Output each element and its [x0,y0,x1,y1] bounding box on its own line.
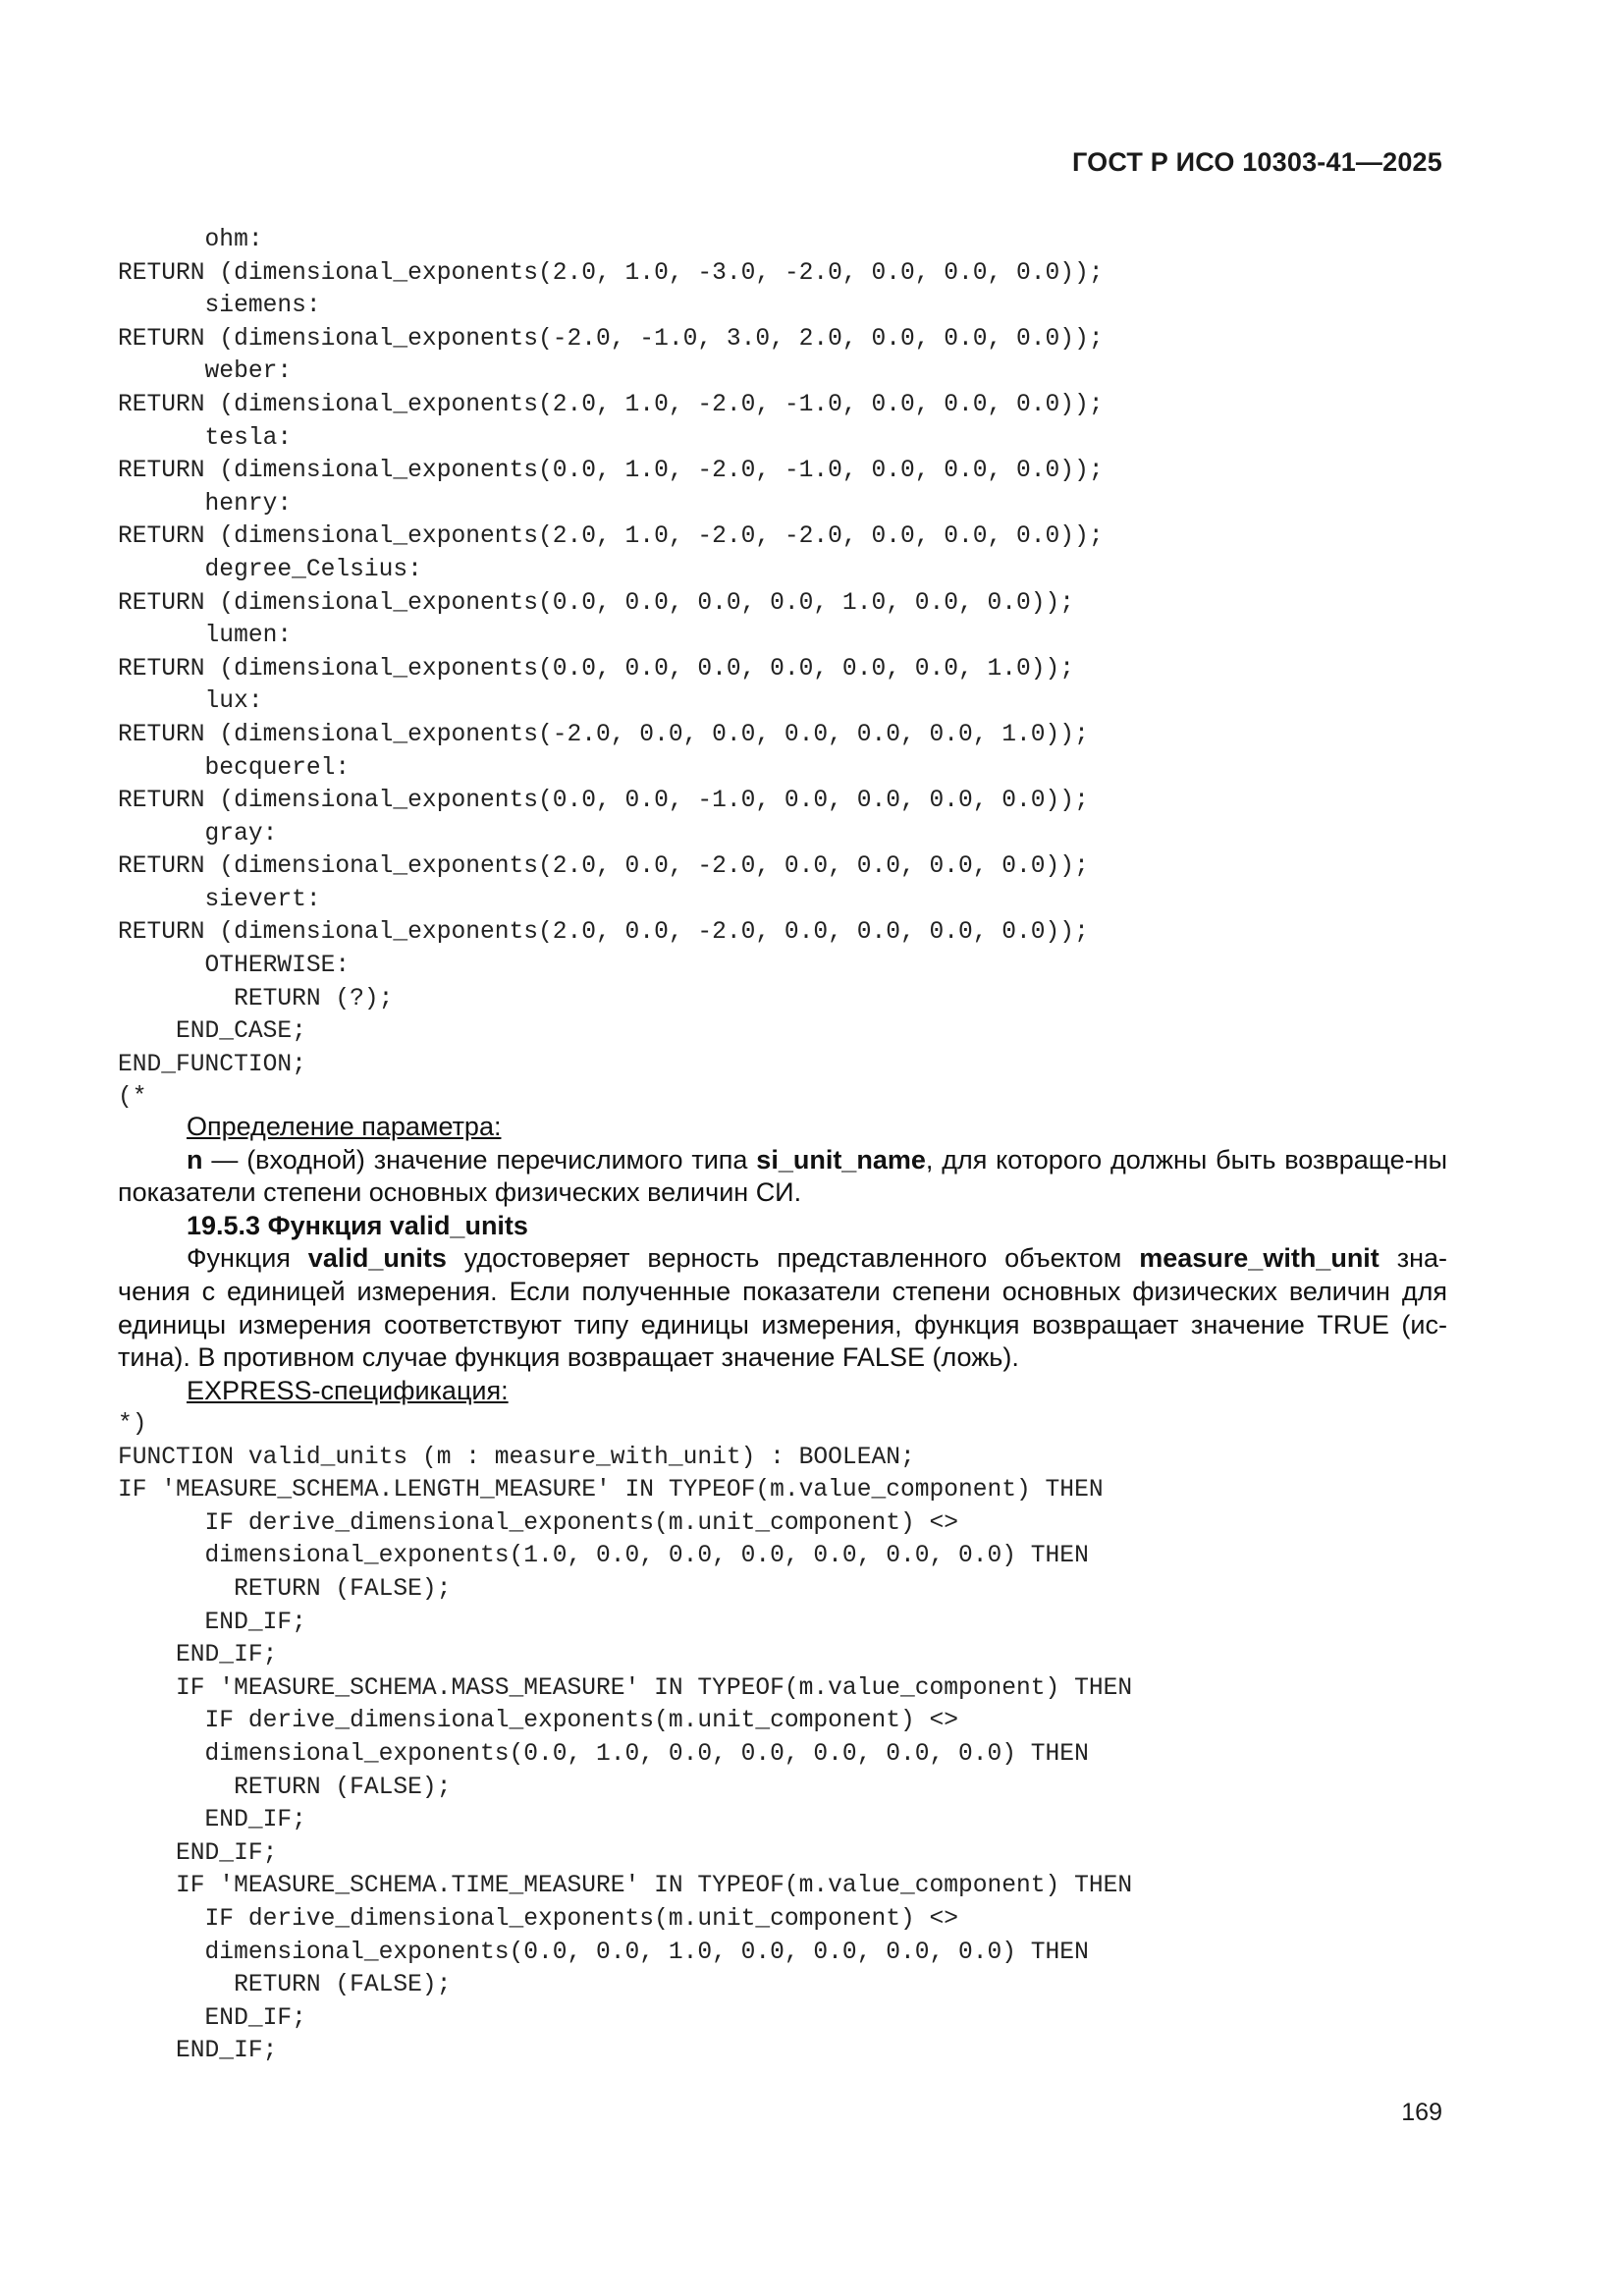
code-line: RETURN (dimensional_exponents(2.0, 0.0, -2.0, 0.0, 0.0, 0.0, 0.0)); [118,853,1089,881]
code-line: RETURN (dimensional_exponents(0.0, 0.0, -1.0, 0.0, 0.0, 0.0, 0.0)); [118,788,1089,815]
code-line: gray: [118,820,278,847]
code-line: sievert: [118,886,321,913]
code-line: RETURN (FALSE); [118,1575,452,1603]
code-line: END_IF; [118,2038,278,2065]
code-line: lux: [118,688,263,716]
parameter-definition [118,1144,1447,1210]
code-line: IF 'MEASURE_SCHEMA.MASS_MEASURE' IN TYPEOF(m.value_component) THEN [118,1674,1133,1702]
page-number: 169 [1401,2099,1442,2126]
express-code-block [118,224,1104,1115]
express-code-block-function [118,1408,1132,2068]
code-line: tesla: [118,424,293,452]
code-line: (* [118,1084,147,1112]
code-line: FUNCTION valid_units (m : measure_with_unit) : BOOLEAN; [118,1444,915,1471]
code-line: RETURN (dimensional_exponents(-2.0, 0.0, 0.0, 0.0, 0.0, 0.0, 1.0)); [118,721,1089,748]
code-line: dimensional_exponents(1.0, 0.0, 0.0, 0.0, 0.0, 0.0, 0.0) THEN [118,1543,1089,1570]
code-line: RETURN (dimensional_exponents(2.0, 1.0, -3.0, -2.0, 0.0, 0.0, 0.0)); [118,259,1104,287]
document-header: ГОСТ Р ИСО 10303-41—2025 [1072,147,1442,177]
code-line: IF 'MEASURE_SCHEMA.TIME_MEASURE' IN TYPEOF(m.value_component) THEN [118,1873,1133,1900]
code-line: henry: [118,490,293,518]
code-line: RETURN (dimensional_exponents(2.0, 0.0, -2.0, 0.0, 0.0, 0.0, 0.0)); [118,919,1089,947]
code-line: END_FUNCTION; [118,1051,306,1078]
code-line: END_IF; [118,2004,306,2032]
parameter-text-2: , для которого должны быть возвраще-ны показатели степени основных физических величин СИ. [118,1144,1448,1208]
code-line: END_IF; [118,1642,278,1669]
code-line: siemens: [118,293,321,320]
code-line: weber: [118,358,293,386]
code-line: dimensional_exponents(0.0, 0.0, 1.0, 0.0, 0.0, 0.0, 0.0) THEN [118,1939,1089,1966]
parameter-heading-text: Определение параметра: [187,1112,502,1141]
entity-name: measure_with_unit [1139,1243,1380,1274]
paragraph-text-2: удостоверяет верность представленного объектом [446,1243,1140,1274]
section-title [118,1210,1447,1243]
code-line: IF derive_dimensional_exponents(m.unit_component) <> [118,1905,959,1933]
code-line: OTHERWISE: [118,953,351,980]
code-line: RETURN (?); [118,985,394,1012]
code-line: RETURN (dimensional_exponents(-2.0, -1.0, 3.0, 2.0, 0.0, 0.0, 0.0)); [118,325,1104,353]
section-paragraph [118,1242,1447,1374]
code-line: RETURN (dimensional_exponents(2.0, 1.0, -2.0, -2.0, 0.0, 0.0, 0.0)); [118,523,1104,551]
code-line: RETURN (dimensional_exponents(2.0, 1.0, -2.0, -1.0, 0.0, 0.0, 0.0)); [118,391,1104,418]
code-line: RETURN (FALSE); [118,1774,452,1801]
paragraph-text-1: Функция [187,1243,308,1274]
code-line: RETURN (FALSE); [118,1972,452,1999]
parameter-heading [118,1111,1447,1144]
code-line: degree_Celsius: [118,556,422,583]
code-line: lumen: [118,623,293,650]
spec-heading [118,1375,1447,1408]
code-line: IF derive_dimensional_exponents(m.unit_component) <> [118,1708,959,1735]
code-line: IF derive_dimensional_exponents(m.unit_component) <> [118,1509,959,1537]
code-line: RETURN (dimensional_exponents(0.0, 0.0, 0.0, 0.0, 1.0, 0.0, 0.0)); [118,589,1075,617]
code-line: END_IF; [118,1609,306,1636]
function-name: valid_units [307,1243,447,1274]
parameter-name: n [187,1144,203,1175]
code-line: ohm: [118,227,263,253]
spec-heading-text: EXPRESS-спецификация: [187,1375,509,1405]
code-line: RETURN (dimensional_exponents(0.0, 1.0, -2.0, -1.0, 0.0, 0.0, 0.0)); [118,458,1104,485]
paragraph-text-3: зна-чения с единицей измерения. Если полученные показатели степени основных физических величин для единицы измерения соответствуют типу единицы измерения, функция возвращает значение TRUE (ис-тина). В противном случае функция возвращает значение FALSE (ложь). [118,1243,1447,1373]
code-line: END_IF; [118,1839,278,1867]
type-name: si_unit_name [756,1144,926,1175]
code-line: IF 'MEASURE_SCHEMA.LENGTH_MEASURE' IN TYPEOF(m.value_component) THEN [118,1477,1104,1504]
parameter-text-1: — (входной) значение перечислимого типа [202,1144,757,1175]
code-line: dimensional_exponents(0.0, 1.0, 0.0, 0.0, 0.0, 0.0, 0.0) THEN [118,1740,1089,1768]
code-line: becquerel: [118,754,351,782]
code-line: *) [118,1411,147,1438]
code-line: RETURN (dimensional_exponents(0.0, 0.0, 0.0, 0.0, 0.0, 0.0, 1.0)); [118,655,1075,683]
code-line: END_IF; [118,1807,306,1834]
section-title-text: 19.5.3 Функция valid_units [187,1210,528,1240]
code-line: END_CASE; [118,1018,306,1046]
document-body [118,1111,1447,1407]
